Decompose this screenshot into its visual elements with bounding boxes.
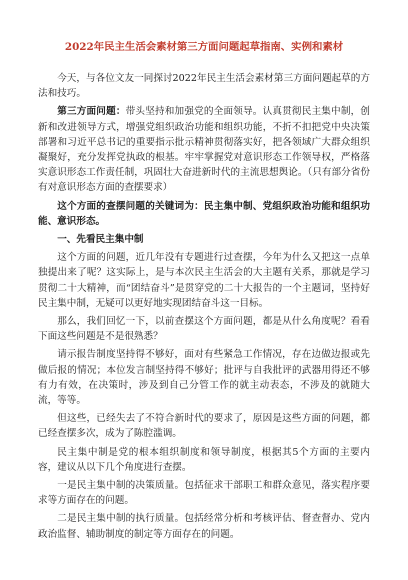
body-paragraph-4: 但这些，已经失去了不符合新时代的要求了，原因是这些方面的问题，都已经查摆多次，成为了陈腔滥调。 <box>38 413 370 440</box>
section3-label: 第三方面问题： <box>57 106 126 118</box>
intro-paragraph: 今天，与各位文友一同探讨2022年民主生活会素材第三方面问题起草的方法和技巧。 <box>38 73 370 100</box>
body-paragraph-5: 民主集中制是党的根本组织制度和领导制度，根据其5个方面的主要内容，建议从以下几个角度进行查摆。 <box>38 446 370 473</box>
section3-text: 带头坚持和加强党的全面领导。认真贯彻民主集中制，创新和改进领导方式，增强党组织政治功能和组织功能，不折不扣把党中央决策部署和习近平总书记的重要指示批示精神贯彻落实好，把各领域广大群众组织凝聚好，充分发挥党执政的根基。牢牢掌握党对意识形态工作领导权，严格落实意识形态工作责任制，巩固壮大奋进新时代的主流思想舆论。（只有部分省份有对意识形态方面的查摆要求） <box>38 106 370 194</box>
subheading-democratic-centralism: 一、先看民主集中制 <box>57 234 144 246</box>
body-paragraph-2: 那么，我们回忆一下，以前查摆这个方面问题，都是从什么角度呢？看看下面这些问题是不是很熟悉？ <box>38 316 370 343</box>
body-paragraph-3: 请示报告制度坚持得不够好，面对有些紧急工作情况，存在边做边报或先做后报的情况；本位发言制坚持得不够好；批评与自我批评的武器用得还不够有力有效，在决策时，涉及到自己分管工作的就主动表态，不涉及的就随大流，等等。 <box>38 349 370 407</box>
keywords-heading: 这个方面的查摆问题的关键词为：民主集中制、党组织政治功能和组织功能、意识形态。 <box>38 200 370 227</box>
body-paragraph-6: 一是民主集中制的决策质量。包括征求干部职工和群众意见，落实程序要求等方面存在的问题。 <box>38 480 370 507</box>
body-paragraph-1: 这个方面的问题，近几年没有专题进行过查摆，今年为什么又把这一点单独提出来了呢？这实际上，是与本次民主生活会的大主题有关系，那就是学习贯彻二十大精神，而“团结奋斗”是贯穿党的二十大报告的一个主题词，坚持好民主集中制，无疑可以更好地实现团结奋斗这一目标。 <box>38 252 370 309</box>
document-title: 2022年民主生活会素材第三方面问题起草指南、实例和素材 <box>64 41 344 53</box>
body-paragraph-7: 二是民主集中制的执行质量。包括经常分析和考核评估、督查督办、党内政治监督、辅助制度的制定等方面存在的问题。 <box>38 513 370 540</box>
section3-paragraph <box>38 104 370 195</box>
